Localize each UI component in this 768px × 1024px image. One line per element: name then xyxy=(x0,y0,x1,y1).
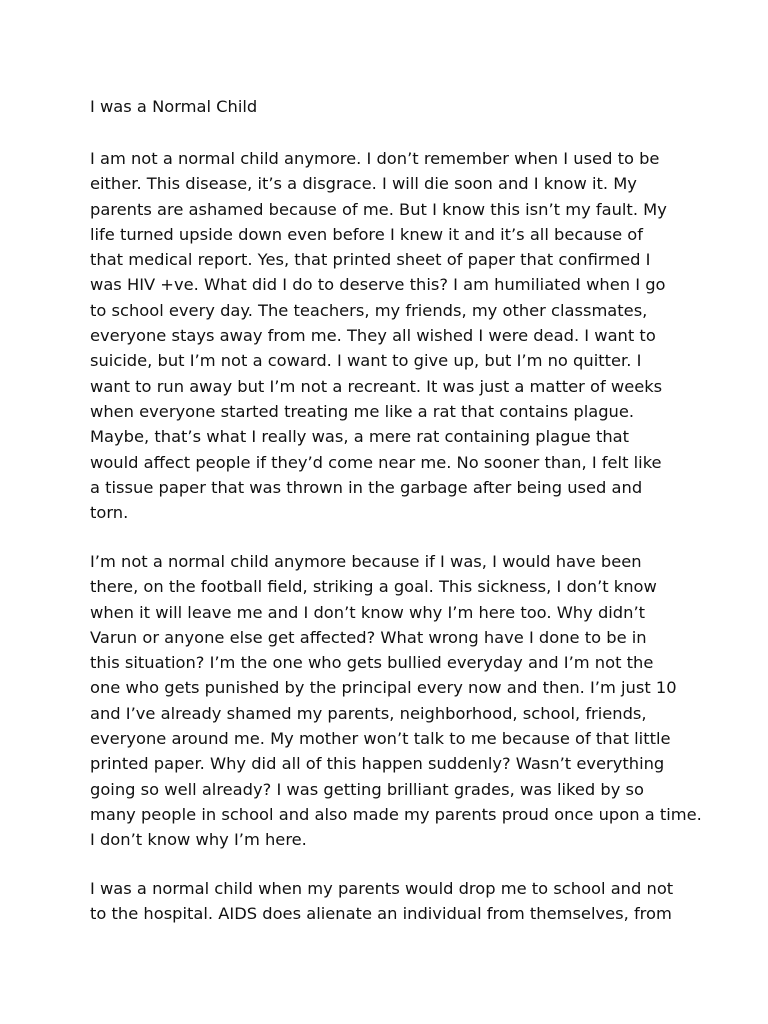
paragraph-1 xyxy=(90,146,667,525)
paragraph-line: a tissue paper that was thrown in the garbage after being used and xyxy=(90,477,643,497)
paragraph-line: this situation? I’m the one who gets bullied everyday and I’m not the xyxy=(90,653,654,673)
paragraph-line: want to run away but I’m not a recreant. It was just a matter of weeks xyxy=(90,376,663,396)
paragraph-line: Varun or anyone else get affected? What wrong have I done to be in xyxy=(90,627,647,647)
paragraph-line: one who gets punished by the principal every now and then. I’m just 10 xyxy=(90,678,677,698)
paragraph-line: everyone stays away from me. They all wished I were dead. I want to xyxy=(90,326,656,346)
document-title: I was a Normal Child xyxy=(90,97,258,116)
paragraph-line: printed paper. Why did all of this happen suddenly? Wasn’t everything xyxy=(90,754,665,774)
paragraph-line: parents are ashamed because of me. But I know this isn’t my fault. My xyxy=(90,199,667,219)
paragraph-line: Maybe, that’s what I really was, a mere rat containing plague that xyxy=(90,427,630,447)
paragraph-line: going so well already? I was getting brilliant grades, was liked by so xyxy=(90,779,644,799)
paragraph-2 xyxy=(90,549,702,853)
paragraph-3 xyxy=(90,876,673,927)
paragraph-line: when it will leave me and I don’t know why I’m here too. Why didn’t xyxy=(90,602,646,622)
paragraph-line: many people in school and also made my parents proud once upon a time. xyxy=(90,804,702,824)
paragraph-line: to the hospital. AIDS does alienate an individual from themselves, from xyxy=(90,904,672,924)
paragraph-line: life turned upside down even before I knew it and it’s all because of xyxy=(90,224,643,244)
paragraph-line: was HIV +ve. What did I do to deserve this? I am humiliated when I go xyxy=(90,275,666,295)
paragraph-line: torn. xyxy=(90,503,129,523)
paragraph-line: there, on the football field, striking a goal. This sickness, I don’t know xyxy=(90,577,657,597)
paragraph-line: either. This disease, it’s a disgrace. I will die soon and I know it. My xyxy=(90,174,637,194)
paragraph-line: I don’t know why I’m here. xyxy=(90,830,307,850)
paragraph-line: and I’ve already shamed my parents, neighborhood, school, friends, xyxy=(90,703,647,723)
paragraph-line: to school every day. The teachers, my friends, my other classmates, xyxy=(90,300,648,320)
paragraph-line: when everyone started treating me like a rat that contains plague. xyxy=(90,401,635,421)
paragraph-line: suicide, but I’m not a coward. I want to give up, but I’m no quitter. I xyxy=(90,351,642,371)
paragraph-line: would affect people if they’d come near me. No sooner than, I felt like xyxy=(90,452,662,472)
paragraph-line: I am not a normal child anymore. I don’t remember when I used to be xyxy=(90,149,660,168)
paragraph-line: everyone around me. My mother won’t talk to me because of that little xyxy=(90,729,671,749)
paragraph-line: that medical report. Yes, that printed sheet of paper that confirmed I xyxy=(90,250,651,270)
paragraph-line: I was a normal child when my parents would drop me to school and not xyxy=(90,879,674,898)
paragraph-line: I’m not a normal child anymore because if I was, I would have been xyxy=(90,552,642,571)
